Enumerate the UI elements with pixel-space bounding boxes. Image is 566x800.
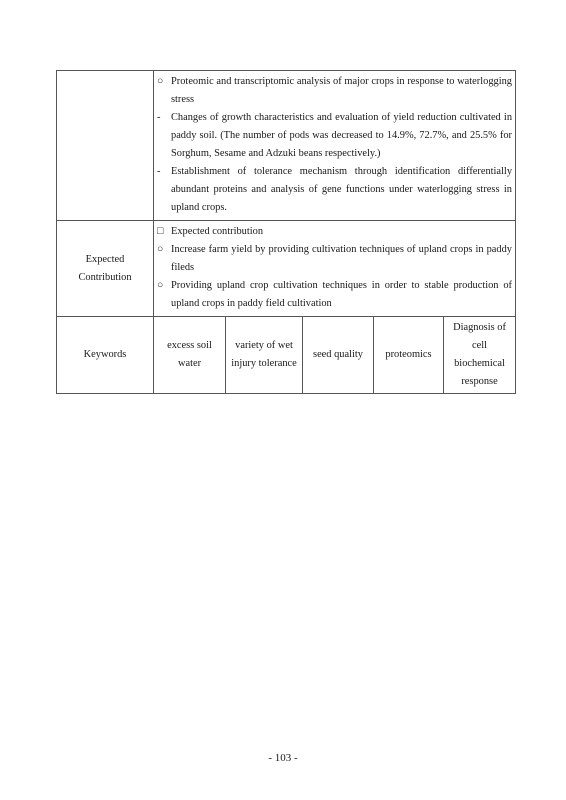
document-table (56, 70, 516, 394)
content-item (157, 109, 512, 163)
content-item (157, 73, 512, 109)
keyword-cell: variety of wet injury tolerance (226, 317, 303, 394)
content-item-text: Expected contribution (171, 226, 264, 237)
content-item (157, 241, 512, 277)
content-item (157, 223, 512, 241)
dash-bullet-icon: - (157, 166, 161, 177)
expected-contribution-cell (154, 221, 516, 317)
square-bullet-icon: □ (157, 226, 164, 237)
expected-contribution-label (57, 221, 154, 317)
expected-contribution-row (57, 221, 516, 317)
keyword-cell: seed quality (303, 317, 374, 394)
page-number: - 103 - (268, 752, 298, 764)
empty-label-cell (57, 71, 154, 221)
content-item-text: Increase farm yield by providing cultivation techniques of upland crops in paddy fileds (171, 244, 513, 273)
circle-bullet-icon: ○ (157, 280, 164, 291)
content-item (157, 163, 512, 217)
label-line: Contribution (78, 271, 132, 283)
keywords-row (57, 317, 516, 394)
content-item-text: Proteomic and transcriptomic analysis of major crops in response to waterlogging stress (171, 76, 513, 105)
circle-bullet-icon: ○ (157, 76, 164, 87)
content-item (157, 277, 512, 313)
content-item-text: Providing upland crop cultivation techniques in order to stable production of upland crops in paddy field cultivation (171, 280, 513, 309)
dash-bullet-icon: - (157, 112, 161, 123)
content-item-text: Establishment of tolerance mechanism through identification differentially abundant proteins and analysis of gene functions under waterlogging stress in upland crops. (171, 166, 513, 213)
label-line: Expected (85, 253, 125, 265)
circle-bullet-icon: ○ (157, 244, 164, 255)
content-item-text: Changes of growth characteristics and evaluation of yield reduction cultivated in paddy soil. (The number of pods was decreased to 14.9%, 72.7%, and 25.5% for Sorghum, Sesame and Adzuki beans respectively.) (171, 112, 513, 159)
research-content-row (57, 71, 516, 221)
keyword-cell: Diagnosis of cell biochemical response (444, 317, 516, 394)
research-content-cell (154, 71, 516, 221)
keyword-cell: proteomics (374, 317, 444, 394)
keyword-cell: excess soil water (154, 317, 226, 394)
keywords-label: Keywords (57, 317, 154, 394)
